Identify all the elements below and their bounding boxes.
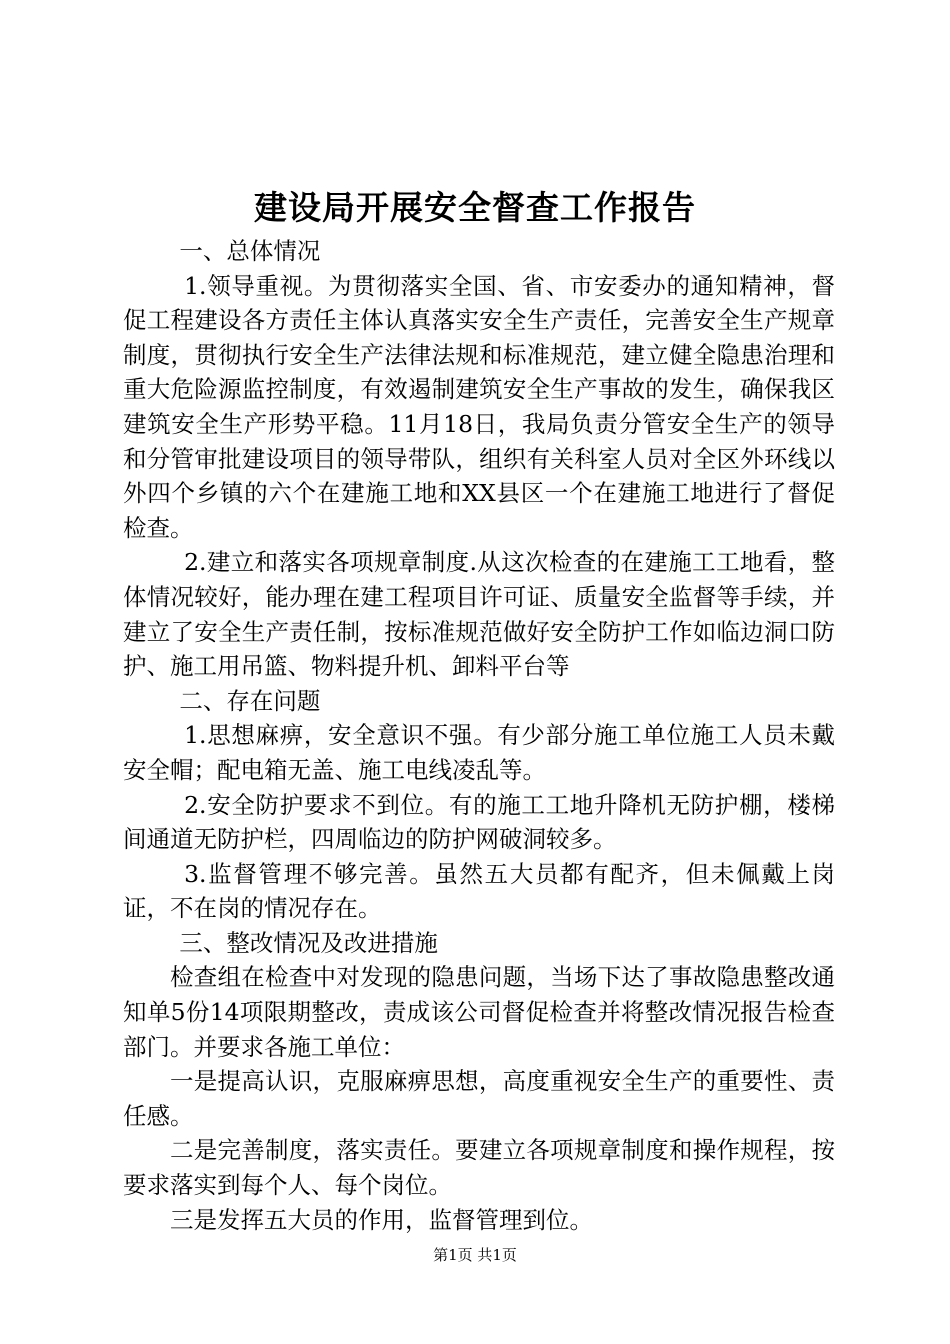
document-title: 建设局开展安全督查工作报告	[254, 188, 696, 227]
paragraph-inspection-result: 检查组在检查中对发现的隐患问题，当场下达了事故隐患整改通知单5份14项限期整改，责成该公司督促检查并将整改情况报告检查部门。并要求各施工单位：	[123, 963, 835, 1061]
paragraph-regulations: 2.建立和落实各项规章制度.从这次检查的在建施工工地看，整体情况较好，能办理在建工程项目许可证、质量安全监督等手续，并建立了安全生产责任制，按标准规范做好安全防护工作如临边洞口防护、施工用吊篮、物料提升机、卸料平台等	[123, 548, 835, 681]
section-heading-rectification: 三、整改情况及改进措施	[179, 928, 438, 957]
paragraph-requirement-1: 一是提高认识，克服麻痹思想，高度重视安全生产的重要性、责任感。	[123, 1067, 835, 1130]
paragraph-leadership: 1.领导重视。为贯彻落实全国、省、市安委办的通知精神，督促工程建设各方责任主体认真落实安全生产责任，完善安全生产规章制度，贯彻执行安全生产法律法规和标准规范，建立健全隐患治理和重大危险源监控制度，有效遏制建筑安全生产事故的发生，确保我区建筑安全生产形势平稳。11月18日，我局负责分管安全生产的领导和分管审批建设项目的领导带队，组织有关科室人员对全区外环线以外四个乡镇的六个在建施工地和XX县区一个在建施工地进行了督促检查。	[123, 271, 835, 542]
section-heading-problems: 二、存在问题	[179, 686, 321, 715]
paragraph-problem-2: 2.安全防护要求不到位。有的施工工地升降机无防护棚，楼梯间通道无防护栏，四周临边的防护网破洞较多。	[123, 790, 835, 854]
page-footer: 第1页 共1页	[433, 1246, 517, 1264]
document-body	[123, 234, 835, 1237]
paragraph-requirement-2: 二是完善制度，落实责任。要建立各项规章制度和操作规程，按要求落实到每个人、每个岗位。	[123, 1136, 835, 1200]
section-heading-overview: 一、总体情况	[179, 237, 321, 265]
paragraph-problem-1: 1.思想麻痹，安全意识不强。有少部分施工单位施工人员未戴安全帽；配电箱无盖、施工电线凌乱等。	[123, 721, 835, 784]
paragraph-problem-3: 3.监督管理不够完善。虽然五大员都有配齐，但未佩戴上岗证，不在岗的情况存在。	[123, 859, 835, 923]
paragraph-requirement-3: 三是发挥五大员的作用，监督管理到位。	[170, 1205, 593, 1234]
